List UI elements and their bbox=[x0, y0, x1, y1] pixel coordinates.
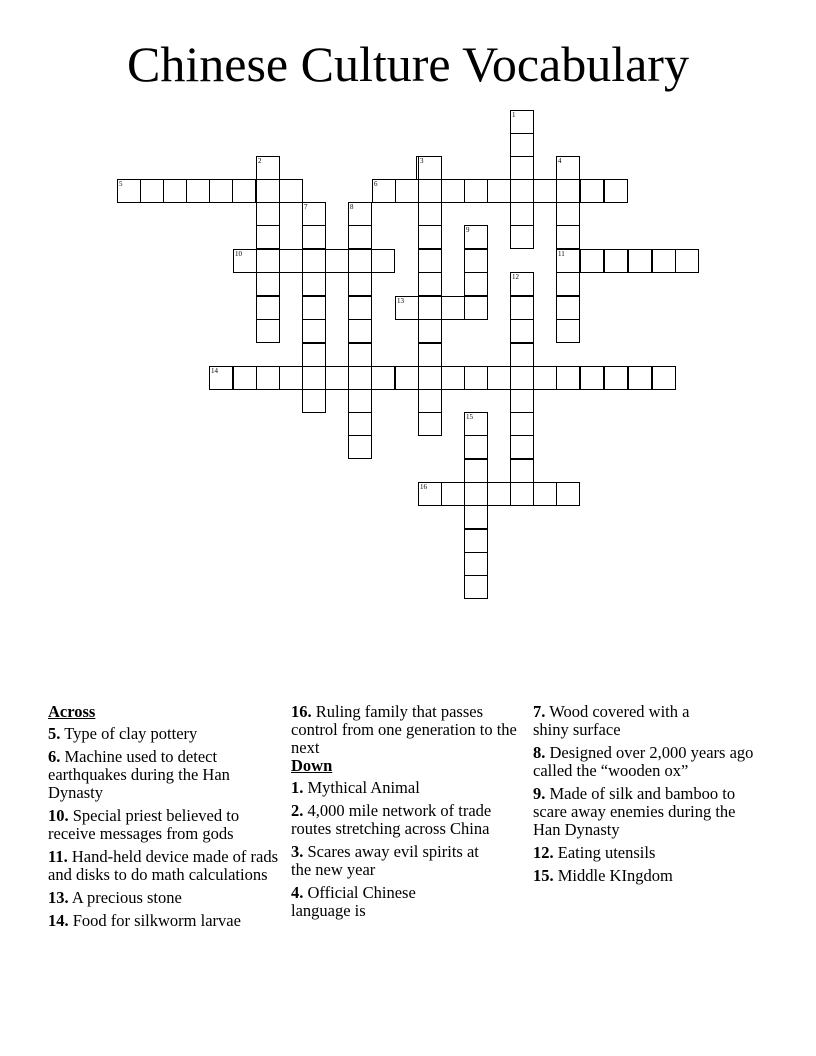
crossword-cell[interactable] bbox=[395, 179, 419, 203]
crossword-cell[interactable] bbox=[510, 459, 534, 483]
clue-number-label: 2 bbox=[258, 157, 262, 165]
crossword-cell[interactable] bbox=[302, 366, 326, 390]
crossword-cell[interactable] bbox=[556, 225, 580, 249]
crossword-cell[interactable] bbox=[464, 272, 488, 296]
crossword-cell[interactable] bbox=[418, 272, 442, 296]
crossword-cell[interactable] bbox=[418, 319, 442, 343]
crossword-cell[interactable] bbox=[510, 389, 534, 413]
clue-text: Mythical Animal bbox=[307, 778, 420, 797]
crossword-cell[interactable] bbox=[675, 249, 699, 273]
clue-across-13 bbox=[48, 889, 278, 907]
crossword-cell[interactable] bbox=[604, 249, 628, 273]
crossword-cell[interactable] bbox=[441, 179, 465, 203]
crossword-cell[interactable] bbox=[464, 366, 488, 390]
crossword-cell[interactable] bbox=[464, 529, 488, 553]
crossword-cell[interactable] bbox=[163, 179, 187, 203]
crossword-cell[interactable] bbox=[418, 366, 442, 390]
across-heading: Across bbox=[48, 702, 96, 721]
crossword-cell[interactable] bbox=[348, 296, 372, 320]
crossword-cell[interactable] bbox=[556, 249, 580, 273]
clue-number: 4. bbox=[291, 883, 304, 902]
crossword-cell[interactable] bbox=[464, 459, 488, 483]
crossword-cell[interactable] bbox=[628, 366, 652, 390]
crossword-cell[interactable] bbox=[510, 482, 534, 506]
clue-number: 10. bbox=[48, 806, 69, 825]
crossword-cell[interactable] bbox=[232, 179, 256, 203]
crossword-cell[interactable] bbox=[348, 272, 372, 296]
crossword-cell[interactable] bbox=[464, 296, 488, 320]
crossword-cell[interactable] bbox=[510, 110, 534, 134]
crossword-cell[interactable] bbox=[256, 156, 280, 180]
crossword-cell[interactable] bbox=[256, 179, 280, 203]
clue-down-7 bbox=[533, 703, 723, 739]
crossword-cell[interactable] bbox=[256, 366, 280, 390]
crossword-cell[interactable] bbox=[418, 179, 442, 203]
clue-text: Middle KIngdom bbox=[557, 866, 673, 885]
clue-number-label: 7 bbox=[304, 203, 308, 211]
clue-down-1 bbox=[291, 779, 523, 797]
crossword-cell[interactable] bbox=[348, 435, 372, 459]
clue-text: Hand-held device made of rads and disks to do math calculations bbox=[48, 847, 279, 884]
crossword-cell[interactable] bbox=[233, 249, 257, 273]
crossword-cell[interactable] bbox=[533, 179, 557, 203]
clue-across-6 bbox=[48, 748, 278, 802]
crossword-cell[interactable] bbox=[510, 202, 534, 226]
clue-across-11 bbox=[48, 848, 278, 884]
crossword-cell[interactable] bbox=[395, 366, 419, 390]
clue-down-3 bbox=[291, 843, 491, 879]
crossword-cell[interactable] bbox=[628, 249, 652, 273]
crossword-cell[interactable] bbox=[510, 272, 534, 296]
clue-number: 2. bbox=[291, 801, 304, 820]
crossword-cell[interactable] bbox=[256, 319, 280, 343]
clue-number: 5. bbox=[48, 724, 61, 743]
crossword-cell[interactable] bbox=[256, 249, 280, 273]
down-heading: Down bbox=[291, 756, 333, 775]
crossword-cell[interactable] bbox=[533, 482, 557, 506]
clue-text: Scares away evil spirits at the new year bbox=[291, 842, 479, 879]
crossword-cell[interactable] bbox=[302, 202, 326, 226]
crossword-cell[interactable] bbox=[348, 319, 372, 343]
crossword-cell[interactable] bbox=[604, 179, 628, 203]
clue-down-9 bbox=[533, 785, 765, 839]
clue-across-14 bbox=[48, 912, 278, 930]
crossword-cell[interactable] bbox=[510, 319, 534, 343]
clue-number: 11. bbox=[48, 847, 68, 866]
clue-number-label: 5 bbox=[119, 180, 123, 188]
clue-number-label: 14 bbox=[211, 367, 218, 375]
crossword-cell[interactable] bbox=[464, 575, 488, 599]
clue-text: Made of silk and bamboo to scare away enemies during the Han Dynasty bbox=[533, 784, 736, 839]
crossword-cell[interactable] bbox=[279, 179, 303, 203]
crossword-cell[interactable] bbox=[510, 156, 534, 180]
crossword-cell[interactable] bbox=[418, 296, 442, 320]
clue-text: Ruling family that passes control from one generation to the next bbox=[291, 702, 517, 757]
crossword-cell[interactable] bbox=[580, 249, 604, 273]
clue-across-5 bbox=[48, 725, 278, 743]
page-title: Chinese Culture Vocabulary bbox=[127, 36, 689, 92]
crossword-cell[interactable] bbox=[580, 366, 604, 390]
crossword-cell[interactable] bbox=[418, 156, 442, 180]
crossword-cell[interactable] bbox=[140, 179, 164, 203]
crossword-cell[interactable] bbox=[464, 412, 488, 436]
clue-number: 8. bbox=[533, 743, 546, 762]
crossword-cell[interactable] bbox=[418, 343, 442, 367]
clue-text: Special priest believed to receive messages from gods bbox=[48, 806, 240, 843]
clue-number: 16. bbox=[291, 702, 312, 721]
crossword-cell[interactable] bbox=[652, 249, 676, 273]
crossword-cell[interactable] bbox=[279, 249, 303, 273]
clue-number: 1. bbox=[291, 778, 304, 797]
clue-text: Wood covered with a shiny surface bbox=[533, 702, 690, 739]
clue-number: 12. bbox=[533, 843, 554, 862]
crossword-cell[interactable] bbox=[556, 272, 580, 296]
crossword-cell[interactable] bbox=[348, 389, 372, 413]
crossword-cell[interactable] bbox=[441, 482, 465, 506]
crossword-cell[interactable] bbox=[209, 179, 233, 203]
crossword-cell[interactable] bbox=[418, 249, 442, 273]
crossword-cell[interactable] bbox=[117, 179, 141, 203]
clue-text: A precious stone bbox=[71, 888, 182, 907]
clues-column-2 bbox=[291, 703, 523, 925]
crossword-cell[interactable] bbox=[510, 343, 534, 367]
crossword-cell[interactable] bbox=[279, 366, 303, 390]
crossword-cell[interactable] bbox=[464, 505, 488, 529]
clue-number: 6. bbox=[48, 747, 61, 766]
crossword-cell[interactable] bbox=[348, 249, 372, 273]
clue-number-label: 9 bbox=[466, 226, 470, 234]
clue-down-2 bbox=[291, 802, 523, 838]
clue-text: Machine used to detect earthquakes during the Han Dynasty bbox=[48, 747, 230, 802]
crossword-cell[interactable] bbox=[487, 179, 511, 203]
clue-number: 14. bbox=[48, 911, 69, 930]
clues-column-3 bbox=[533, 703, 765, 890]
crossword-cell[interactable] bbox=[418, 202, 442, 226]
clue-text: Designed over 2,000 years ago called the “wooden ox” bbox=[533, 743, 754, 780]
crossword-cell[interactable] bbox=[302, 319, 326, 343]
crossword-cell[interactable] bbox=[233, 366, 257, 390]
clue-across-16 bbox=[291, 703, 523, 757]
crossword-cell[interactable] bbox=[533, 366, 557, 390]
clue-number-label: 6 bbox=[374, 180, 378, 188]
crossword-cell[interactable] bbox=[464, 482, 488, 506]
crossword-cell[interactable] bbox=[256, 272, 280, 296]
crossword-cell[interactable] bbox=[510, 133, 534, 157]
clue-number-label: 1 bbox=[512, 111, 516, 119]
clue-number-label: 8 bbox=[350, 203, 354, 211]
crossword-cell[interactable] bbox=[487, 482, 511, 506]
clue-text: Eating utensils bbox=[557, 843, 656, 862]
clue-number-label: 13 bbox=[397, 297, 404, 305]
crossword-cell[interactable] bbox=[348, 202, 372, 226]
clue-across-10 bbox=[48, 807, 278, 843]
crossword-cell[interactable] bbox=[556, 296, 580, 320]
crossword-cell[interactable] bbox=[556, 202, 580, 226]
crossword-cell[interactable] bbox=[510, 179, 534, 203]
clue-down-15 bbox=[533, 867, 765, 885]
crossword-cell[interactable] bbox=[302, 225, 326, 249]
crossword-cell[interactable] bbox=[464, 249, 488, 273]
crossword-cell[interactable] bbox=[464, 552, 488, 576]
crossword-cell[interactable] bbox=[256, 296, 280, 320]
crossword-cell[interactable] bbox=[556, 156, 580, 180]
crossword-cell[interactable] bbox=[209, 366, 233, 390]
crossword-cell[interactable] bbox=[464, 225, 488, 249]
crossword-cell[interactable] bbox=[580, 179, 604, 203]
crossword-cell[interactable] bbox=[652, 366, 676, 390]
clue-down-4 bbox=[291, 884, 451, 920]
crossword-cell[interactable] bbox=[556, 366, 580, 390]
crossword-cell[interactable] bbox=[348, 412, 372, 436]
crossword-cell[interactable] bbox=[325, 249, 349, 273]
crossword-cell[interactable] bbox=[510, 412, 534, 436]
clue-text: 4,000 mile network of trade routes stretching across China bbox=[291, 801, 492, 838]
clue-number-label: 4 bbox=[558, 157, 562, 165]
clue-number: 13. bbox=[48, 888, 69, 907]
clue-number-label: 11 bbox=[558, 250, 565, 258]
crossword-cell[interactable] bbox=[302, 272, 326, 296]
crossword-cell[interactable] bbox=[325, 366, 349, 390]
crossword-cell[interactable] bbox=[441, 366, 465, 390]
crossword-cell[interactable] bbox=[348, 366, 372, 390]
clue-number: 15. bbox=[533, 866, 554, 885]
clue-text: Type of clay pottery bbox=[64, 724, 198, 743]
crossword-cell[interactable] bbox=[510, 366, 534, 390]
crossword-cell[interactable] bbox=[556, 482, 580, 506]
crossword-cell[interactable] bbox=[556, 319, 580, 343]
clue-text: Food for silkworm larvae bbox=[72, 911, 241, 930]
crossword-cell[interactable] bbox=[348, 343, 372, 367]
crossword-cell[interactable] bbox=[395, 296, 419, 320]
clue-down-8 bbox=[533, 744, 765, 780]
crossword-cell[interactable] bbox=[348, 225, 372, 249]
clue-text: Official Chinese language is bbox=[291, 883, 416, 920]
clue-number: 3. bbox=[291, 842, 304, 861]
crossword-cell[interactable] bbox=[418, 225, 442, 249]
crossword-cell[interactable] bbox=[302, 343, 326, 367]
crossword-cell[interactable] bbox=[418, 412, 442, 436]
crossword-cell[interactable] bbox=[256, 202, 280, 226]
crossword-cell[interactable] bbox=[256, 225, 280, 249]
crossword-cell[interactable] bbox=[371, 249, 395, 273]
crossword-cell[interactable] bbox=[604, 366, 628, 390]
clue-down-12 bbox=[533, 844, 765, 862]
crossword-cell[interactable] bbox=[372, 179, 396, 203]
clue-number-label: 3 bbox=[420, 157, 424, 165]
crossword-cell[interactable] bbox=[510, 225, 534, 249]
clue-number: 9. bbox=[533, 784, 546, 803]
crossword-cell[interactable] bbox=[371, 366, 395, 390]
clue-number: 7. bbox=[533, 702, 546, 721]
crossword-cell[interactable] bbox=[464, 435, 488, 459]
crossword-cell[interactable] bbox=[510, 296, 534, 320]
crossword-cell[interactable] bbox=[186, 179, 210, 203]
clue-number-label: 10 bbox=[235, 250, 242, 258]
crossword-cell[interactable] bbox=[487, 366, 511, 390]
crossword-cell[interactable] bbox=[464, 179, 488, 203]
crossword-cell[interactable] bbox=[418, 389, 442, 413]
clue-number-label: 12 bbox=[512, 273, 519, 281]
crossword-cell[interactable] bbox=[302, 389, 326, 413]
clue-number-label: 15 bbox=[466, 413, 473, 421]
crossword-cell[interactable] bbox=[302, 249, 326, 273]
clues-column-1 bbox=[48, 703, 278, 935]
crossword-cell[interactable] bbox=[556, 179, 580, 203]
clue-number-label: 16 bbox=[420, 483, 427, 491]
crossword-cell[interactable] bbox=[441, 296, 465, 320]
crossword-cell[interactable] bbox=[510, 435, 534, 459]
crossword-cell[interactable] bbox=[302, 296, 326, 320]
crossword-cell[interactable] bbox=[418, 482, 442, 506]
